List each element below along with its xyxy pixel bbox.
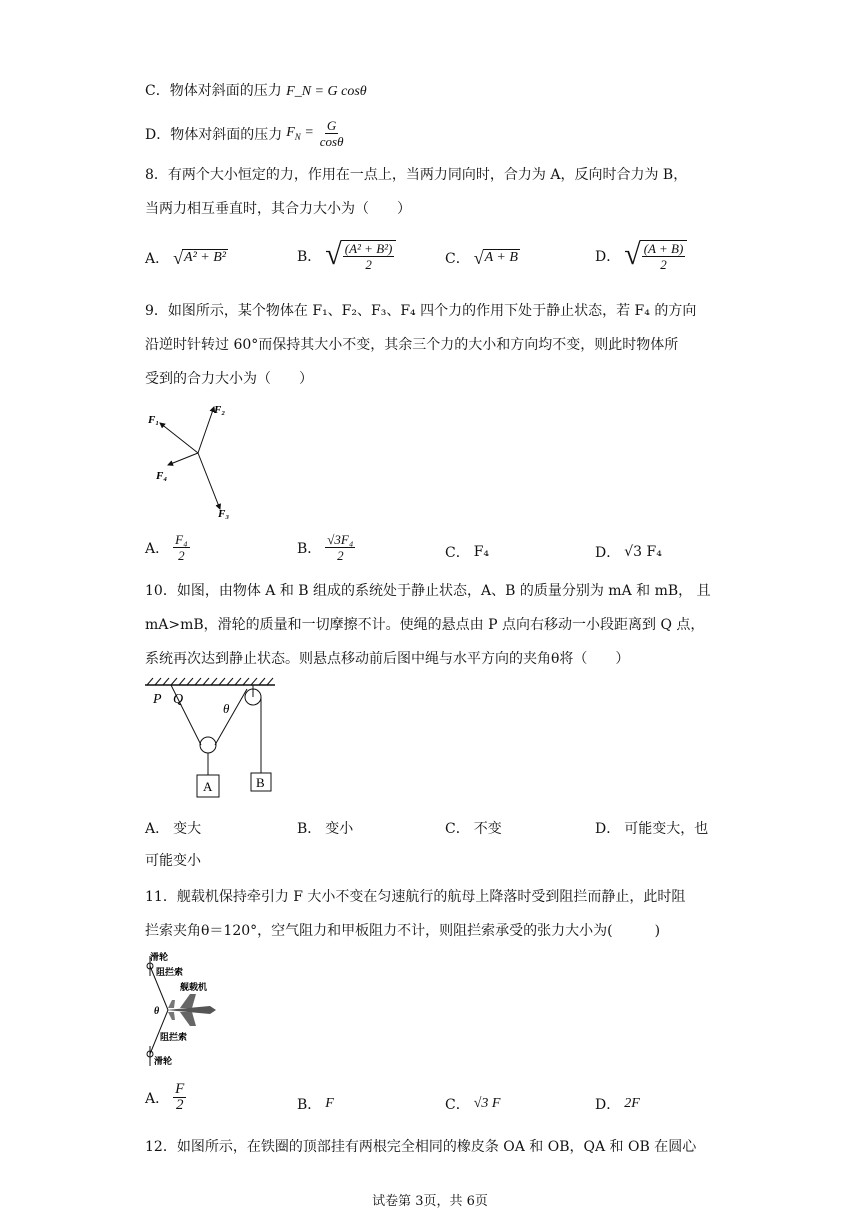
option-label: A． bbox=[145, 251, 170, 267]
q8-line-1: 8．有两个大小恒定的力，作用在一点上，当两力同向时，合力为 A，反向时合力为 B， bbox=[145, 167, 688, 183]
option-label: C． bbox=[445, 1097, 470, 1113]
q7-option-d-fraction bbox=[318, 118, 346, 149]
q10-option-c bbox=[445, 818, 502, 838]
q9-line-2: 沿逆时针转过 60°而保持其大小不变，其余三个力的大小和方向均不变，则此时物体所 bbox=[145, 337, 679, 353]
q11-option-a bbox=[145, 1082, 186, 1113]
option-label: D． bbox=[595, 545, 621, 561]
sqrt-expression: √ A + B bbox=[473, 248, 518, 268]
ceiling-hatching bbox=[147, 678, 273, 685]
q8-option-a bbox=[145, 248, 228, 268]
option-text: F bbox=[325, 1096, 334, 1111]
q8-option-d bbox=[595, 240, 687, 272]
fraction-denominator: cosθ bbox=[319, 134, 344, 149]
fraction-denominator: 2 bbox=[175, 1097, 184, 1113]
q7-option-c bbox=[145, 80, 367, 100]
q8-line-2: 当两力相互垂直时，其合力大小为（ ） bbox=[145, 201, 411, 217]
fraction-denominator: 2 bbox=[337, 548, 344, 563]
f4-label: F₄ bbox=[156, 470, 168, 482]
option-label: D． bbox=[595, 249, 621, 265]
q10-option-d bbox=[595, 818, 708, 838]
q11-option-d bbox=[595, 1094, 640, 1114]
label-b: B bbox=[256, 775, 265, 790]
jet-icon bbox=[166, 994, 216, 1026]
q8-option-b bbox=[297, 240, 396, 272]
option-text: 变大 bbox=[173, 821, 202, 837]
f3-arrow bbox=[198, 453, 220, 509]
q8-option-c bbox=[445, 248, 520, 268]
fraction-numerator: √3F₄ bbox=[327, 532, 354, 547]
q7-option-d-fn: $F_N$ = bbox=[286, 125, 314, 142]
fraction-denominator: 2 bbox=[178, 548, 185, 563]
sqrt-expression: √ $\frac{(A + B)}{2}$ bbox=[624, 240, 687, 272]
page-footer: 试卷第 3页，共 6页 bbox=[372, 1194, 488, 1209]
option-text: 不变 bbox=[473, 821, 502, 837]
q9-option-a bbox=[145, 532, 190, 563]
option-label: D． bbox=[595, 821, 621, 837]
fraction-denominator: 2 bbox=[660, 257, 667, 272]
option-label: C． bbox=[445, 821, 470, 837]
fraction-denominator: 2 bbox=[365, 257, 372, 272]
q11-option-c bbox=[445, 1094, 500, 1114]
q10-option-d-wrap: 可能变小 bbox=[145, 853, 201, 869]
fraction-numerator: (A² + B²) bbox=[344, 241, 393, 256]
sqrt-radicand: A + B bbox=[484, 250, 518, 265]
sqrt-expression: √ $\frac{\text{(A² + B²)}}{2}$ bbox=[325, 240, 396, 272]
option-text: 2F bbox=[624, 1096, 640, 1111]
q11-arresting-diagram bbox=[140, 950, 240, 1070]
f2-label: F₂ bbox=[214, 404, 226, 416]
q7-option-c-text: C．物体对斜面的压力 bbox=[145, 83, 282, 99]
q9-option-b bbox=[297, 532, 355, 563]
label-cable-bottom: 阻拦索 bbox=[160, 1032, 188, 1042]
label-cable-top: 阻拦索 bbox=[156, 967, 184, 977]
f4-arrow bbox=[168, 453, 198, 465]
label-pulley-top: 滑轮 bbox=[150, 952, 169, 962]
sqrt-expression: √ A² + B² bbox=[173, 248, 226, 268]
label-q: Q bbox=[173, 692, 184, 707]
q10-line-3: 系统再次达到静止状态。则悬点移动前后图中绳与水平方向的夹角θ将（ ） bbox=[145, 651, 630, 667]
option-text: √3 F bbox=[473, 1096, 501, 1111]
option-label: C． bbox=[445, 251, 470, 267]
rope-right bbox=[215, 689, 247, 745]
q11-line-2: 拦索夹角θ＝120°，空气阻力和甲板阻力不计，则阻拦索承受的张力大小为( ) bbox=[145, 923, 661, 939]
option-label: B． bbox=[297, 540, 322, 557]
sqrt-radicand: A² + B² bbox=[184, 250, 226, 265]
label-theta: θ bbox=[223, 701, 230, 716]
option-label: A． bbox=[145, 821, 170, 837]
q9-line-3: 受到的合力大小为（ ） bbox=[145, 371, 313, 387]
option-label: B． bbox=[297, 821, 322, 837]
q10-pulley-diagram bbox=[143, 675, 283, 803]
q7-option-d bbox=[145, 118, 345, 149]
option-text: 变小 bbox=[325, 821, 354, 837]
q12-line-1: 12．如图所示，在铁圈的顶部挂有两根完全相同的橡皮条 OA 和 OB，QA 和 OB 在圆心 bbox=[145, 1139, 697, 1155]
q9-option-c bbox=[445, 542, 489, 562]
q10-line-2: mA>mB，滑轮的质量和一切摩擦不计。使绳的悬点由 P 点向右移动一小段距离到 Q 点， bbox=[145, 617, 705, 633]
label-theta: θ bbox=[154, 1006, 160, 1017]
q9-option-d bbox=[595, 542, 662, 562]
fraction-numerator: F₄ bbox=[175, 532, 188, 547]
option-label: A． bbox=[145, 540, 170, 557]
option-label: B． bbox=[297, 1097, 322, 1113]
q10-line-1: 10．如图，由物体 A 和 B 组成的系统处于静止状态，A、B 的质量分别为 mA 和 mB， 且 bbox=[145, 583, 711, 599]
f1-label: F₁ bbox=[148, 414, 160, 426]
label-plane: 舰载机 bbox=[180, 982, 208, 992]
fraction-numerator: G bbox=[326, 118, 337, 133]
q9-force-diagram bbox=[140, 395, 250, 525]
option-text: F₄ bbox=[473, 544, 490, 560]
option-label: D． bbox=[595, 1097, 621, 1113]
option-text: √3 F₄ bbox=[624, 544, 662, 560]
q10-option-b bbox=[297, 818, 353, 838]
q10-option-a bbox=[145, 818, 201, 838]
fraction-numerator: F bbox=[175, 1081, 185, 1097]
q7-option-d-text: D．物体对斜面的压力 bbox=[145, 126, 283, 143]
movable-pulley bbox=[200, 737, 216, 753]
q7-option-c-formula: F_N = G cosθ bbox=[286, 84, 367, 99]
fraction-numerator: (A + B) bbox=[643, 241, 684, 256]
option-label: A． bbox=[145, 1090, 170, 1107]
q11-line-1: 11．舰载机保持牵引力 F 大小不变在匀速航行的航母上降落时受到阻拦而静止，此时阻 bbox=[145, 889, 686, 905]
label-a: A bbox=[203, 779, 213, 794]
option-text: 可能变大，也 bbox=[624, 821, 709, 837]
f1-arrow bbox=[160, 423, 198, 453]
f2-arrow bbox=[198, 407, 214, 453]
label-p: P bbox=[153, 692, 162, 707]
f3-label: F₃ bbox=[218, 508, 230, 520]
option-label: C． bbox=[445, 545, 470, 561]
q9-line-1: 9．如图所示，某个物体在 F₁、F₂、F₃、F₄ 四个力的作用下处于静止状态，若 F₄ 的方向 bbox=[145, 303, 697, 319]
option-label: B． bbox=[297, 249, 322, 265]
q11-option-b bbox=[297, 1094, 334, 1114]
label-pulley-bottom: 滑轮 bbox=[154, 1056, 173, 1066]
